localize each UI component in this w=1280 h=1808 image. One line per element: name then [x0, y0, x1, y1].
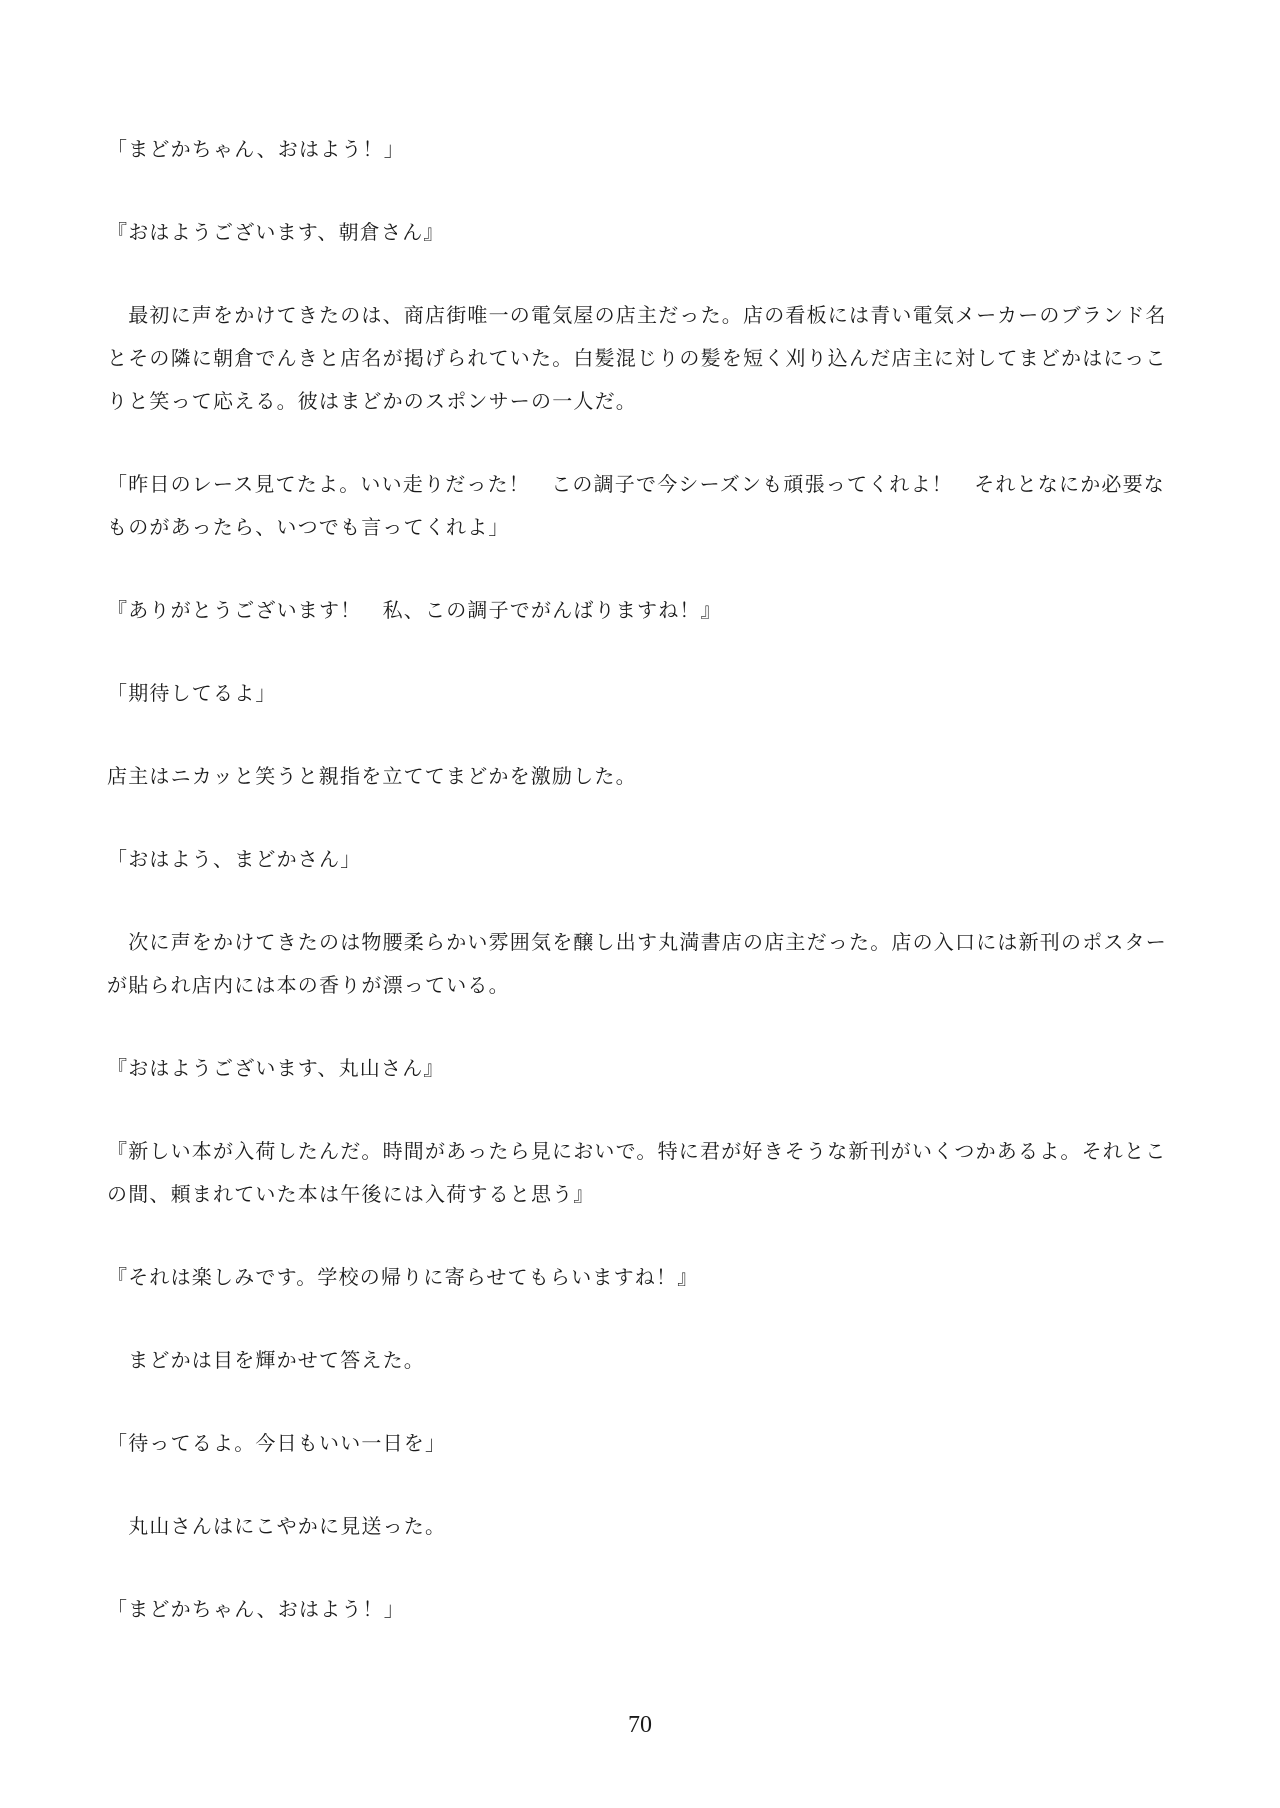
paragraph-greeting-3: 「まどかちゃん、おはよう！」 — [107, 1597, 405, 1621]
paragraph-reply-4: 『それは楽しみです。学校の帰りに寄らせてもらいますね！』 — [107, 1265, 699, 1289]
paragraph-reply-2: 『ありがとうございます！ 私、この調子でがんばりますね！』 — [107, 598, 722, 622]
paragraph-greeting-1: 「まどかちゃん、おはよう！」 — [107, 137, 405, 161]
text-body — [107, 128, 1185, 1671]
paragraph-dialogue-2: 「昨日のレース見てたよ。いい走りだった！ この調子で今シーズンも頑張ってくれよ！ それとなにか必要なものがあったら、いつでも言ってくれよ」 — [107, 472, 1165, 539]
paragraph-dialogue-5: 「待ってるよ。今日もいい一日を」 — [107, 1431, 447, 1455]
paragraph-reply-3: 『おはようございます、丸山さん』 — [107, 1056, 445, 1080]
paragraph-narration-4: まどかは目を輝かせて答えた。 — [107, 1348, 425, 1372]
paragraph-dialogue-3: 「期待してるよ」 — [107, 681, 277, 705]
paragraph-narration-1: 最初に声をかけてきたのは、商店街唯一の電気屋の店主だった。店の看板には青い電気メーカーのブランド名とその隣に朝倉でんきと店名が掲げられていた。白髪混じりの髪を短く刈り込んだ店主に対してまどかはにっこりと笑って応える。彼はまどかのスポンサーの一人だ。 — [107, 303, 1167, 413]
page-number: 70 — [628, 1712, 652, 1738]
paragraph-dialogue-4: 『新しい本が入荷したんだ。時間があったら見においで。特に君が好きそうな新刊がいくつかあるよ。それとこの間、頼まれていた本は午後には入荷すると思う』 — [107, 1139, 1167, 1206]
paragraph-narration-5: 丸山さんはにこやかに見送った。 — [107, 1514, 447, 1538]
paragraph-reply-1: 『おはようございます、朝倉さん』 — [107, 220, 445, 244]
paragraph-narration-2: 店主はニカッと笑うと親指を立ててまどかを激励した。 — [107, 764, 637, 788]
paragraph-greeting-2: 「おはよう、まどかさん」 — [107, 847, 362, 871]
paragraph-narration-3: 次に声をかけてきたのは物腰柔らかい雰囲気を醸し出す丸満書店の店主だった。店の入口には新刊のポスターが貼られ店内には本の香りが漂っている。 — [107, 930, 1167, 997]
